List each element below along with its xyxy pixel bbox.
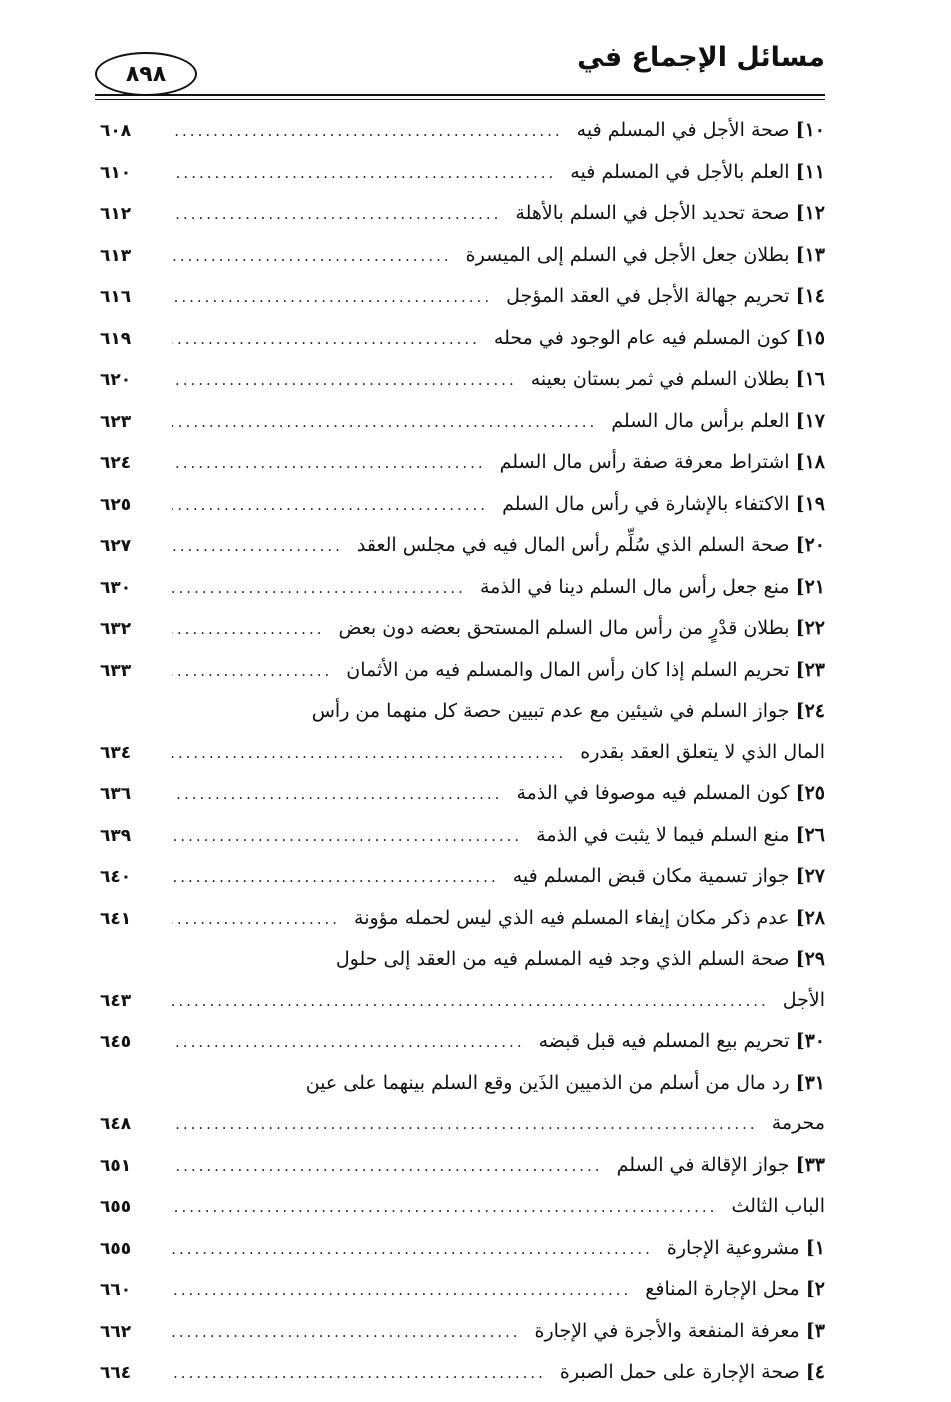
dot-leader [172, 402, 597, 443]
toc-entry-line [100, 650, 825, 692]
toc-entry [100, 773, 825, 815]
toc-entry-text [617, 1145, 825, 1186]
toc-entry-title: عدم ذكر مكان إيفاء المسلم فيه الذي ليس لحمله مؤونة [354, 906, 790, 929]
toc-entry-number: ٢٢] [795, 617, 825, 639]
toc-entry-line [100, 1228, 825, 1270]
toc-entry-page: ٦٦٢ [100, 1321, 132, 1342]
toc-entry-number: ١٧] [795, 409, 825, 432]
toc-entry-number: ٢٩] [795, 948, 825, 970]
dot-leader [172, 1229, 653, 1270]
toc-entry-number: ١] [805, 1236, 825, 1259]
toc-entry [100, 939, 825, 1021]
toc-entry-line [100, 1186, 825, 1228]
toc-entry-text [611, 401, 825, 442]
toc-entry-first-line [100, 1063, 825, 1104]
toc-entry [100, 1311, 825, 1353]
toc-entry-text [466, 235, 825, 276]
toc-entry-text [513, 856, 825, 897]
toc-entry-text [500, 442, 825, 483]
toc-entry-number: ١٢] [795, 202, 825, 224]
toc-entry-line [100, 401, 825, 443]
toc-entry-text [357, 525, 825, 566]
toc-entry-title: الباب الثالث [731, 1195, 825, 1217]
toc-entry-number: ٢] [805, 1278, 825, 1300]
toc-entry-line [100, 276, 825, 318]
toc-entry-continuation: المال الذي لا يتعلق العقد بقدره [580, 740, 825, 763]
toc-entry [100, 1021, 825, 1063]
toc-entry-text [783, 980, 825, 1021]
dot-leader [172, 1022, 525, 1063]
toc-entry-number: ١٣] [795, 243, 825, 266]
toc-entry-page: ٦٣٦ [100, 784, 132, 804]
toc-entry-line [100, 856, 825, 898]
toc-entry-title: معرفة المنفعة والأجرة في الإجارة [534, 1319, 800, 1342]
toc-entry-title: تحريم السلم إذا كان رأس المال والمسلم فيه من الأثمان [346, 658, 790, 681]
dot-leader [172, 1104, 758, 1145]
toc-entry-page: ٦٢٧ [100, 536, 132, 556]
toc-entry-continuation: محرمة [771, 1112, 825, 1134]
toc-entry-text [506, 276, 825, 317]
toc-entry-text [516, 773, 825, 814]
page-header [95, 40, 825, 110]
toc-entry-title: جواز السلم في شيئين مع عدم تبيين حصة كل منهما من رأس [311, 700, 790, 722]
dot-leader [172, 1312, 521, 1353]
toc-entry [100, 898, 825, 940]
toc-entry-title: مشروعية الإجارة [666, 1236, 800, 1259]
toc-entry-title: جواز تسمية مكان قبض المسلم فيه [512, 865, 790, 887]
toc-entry-page: ٦٢٤ [100, 453, 132, 473]
toc-entry-line [100, 815, 825, 857]
toc-entry [100, 856, 825, 898]
toc-entry-line [100, 1311, 825, 1353]
toc-entry-page: ٦٢٣ [100, 411, 132, 432]
header-rule-thin [95, 99, 825, 100]
toc-entry-title: صحة تحديد الأجل في السلم بالأهلة [515, 202, 790, 224]
toc-entry-line [100, 235, 825, 277]
toc-entry-number: ١٩] [795, 492, 825, 515]
table-of-contents [100, 110, 825, 1394]
toc-entry-title: بطلان قدْرٍ من رأس مال السلم المستحق بعضه دون بعض [338, 617, 790, 639]
toc-entry-first-line [100, 939, 825, 980]
toc-entry-title: بطلان السلم في ثمر بستان بعينه [530, 368, 790, 390]
toc-entry-text [535, 1311, 825, 1352]
toc-entry-page: ٦٣٣ [100, 660, 132, 681]
toc-entry-text [354, 898, 825, 939]
toc-entry [100, 1145, 825, 1187]
toc-entry-page: ٦٢٠ [100, 370, 132, 390]
dot-leader [172, 236, 452, 277]
toc-entry-page: ٦٣٠ [100, 577, 132, 598]
toc-entry [100, 235, 825, 277]
toc-entry-title: الاكتفاء بالإشارة في رأس مال السلم [502, 492, 790, 515]
toc-entry-page: ٦٥١ [100, 1155, 132, 1176]
dot-leader [172, 194, 501, 235]
toc-entry-page: ٦٣٩ [100, 825, 132, 846]
toc-entry-page: ٦٤٣ [100, 990, 132, 1011]
toc-entry-number: ١١] [795, 160, 825, 183]
toc-entry-page: ٦١٠ [100, 162, 132, 183]
page-number: ٨٩٨ [95, 52, 197, 96]
toc-entry [100, 193, 825, 235]
toc-entry-text [560, 1352, 825, 1393]
toc-entry-page: ٦١٩ [100, 328, 132, 349]
dot-leader [172, 981, 769, 1022]
toc-entry-title: محل الإجارة المنافع [645, 1278, 800, 1300]
dot-leader [172, 1187, 717, 1228]
toc-entry-page: ٦٤١ [100, 908, 132, 929]
toc-entry-number: ٢٧] [795, 865, 825, 887]
toc-entry-title: تحريم بيع المسلم فيه قبل قبضه [538, 1030, 790, 1052]
toc-entry-page: ٦٣٢ [100, 619, 132, 639]
toc-entry-line [100, 1145, 825, 1187]
toc-entry-page: ٦٤٠ [100, 867, 132, 887]
dot-leader [172, 111, 563, 152]
toc-entry-page: ٦٥٥ [100, 1197, 132, 1217]
toc-entry-page: ٦١٦ [100, 287, 132, 307]
toc-entry-page: ٦٠٨ [100, 121, 132, 141]
toc-entry-number: ١٤] [795, 285, 825, 307]
toc-entry-line [100, 359, 825, 401]
dot-leader [172, 568, 466, 609]
toc-entry-number: ٢٠] [795, 534, 825, 556]
toc-entry-title: منع جعل رأس مال السلم دينا في الذمة [479, 575, 790, 598]
toc-entry-text [667, 1228, 825, 1269]
toc-entry-title: رد مال من أسلم من الذميين الذَين وقع السلم بينهما على عين [305, 1071, 790, 1094]
dot-leader [172, 774, 502, 815]
toc-entry [100, 525, 825, 567]
dot-leader [172, 733, 566, 774]
toc-entry-page: ٦١٢ [100, 204, 132, 224]
toc-entry-number: ٢٦] [795, 823, 825, 846]
header-rule [95, 94, 825, 96]
toc-entry-line [100, 608, 825, 650]
toc-entry-line [100, 1021, 825, 1063]
toc-entry-text [772, 1103, 825, 1144]
toc-entry-title: منع السلم فيما لا يثبت في الذمة [536, 823, 790, 846]
toc-entry [100, 608, 825, 650]
toc-entry-title: صحة السلم الذي وجد فيه المسلم فيه من العقد إلى حلول [335, 948, 790, 970]
toc-entry [100, 318, 825, 360]
toc-entry-first-line [100, 691, 825, 732]
toc-entry-line [100, 152, 825, 194]
toc-entry-line [100, 110, 825, 152]
dot-leader [172, 153, 556, 194]
toc-entry-page: ٦٤٥ [100, 1032, 132, 1052]
toc-entry [100, 1269, 825, 1311]
dot-leader [172, 485, 488, 526]
toc-entry-line [100, 484, 825, 526]
dot-leader [172, 360, 517, 401]
toc-entry-title: صحة الأجل في المسلم فيه [576, 119, 790, 141]
toc-entry-title: اشتراط معرفة صفة رأس مال السلم [499, 451, 790, 473]
toc-entry-number: ٢٤] [795, 700, 825, 722]
toc-entry-line [100, 525, 825, 567]
toc-entry-line [100, 732, 825, 774]
dot-leader [172, 609, 324, 650]
toc-entry-text [645, 1269, 825, 1310]
toc-entry [100, 650, 825, 692]
dot-leader [172, 277, 492, 318]
toc-entry-line [100, 1103, 825, 1145]
toc-entry [100, 1228, 825, 1270]
toc-entry-line [100, 193, 825, 235]
toc-entry-number: ٤] [805, 1361, 825, 1383]
toc-entry [100, 691, 825, 773]
toc-entry-text [580, 732, 825, 773]
toc-entry [100, 1352, 825, 1394]
toc-entry [100, 815, 825, 857]
dot-leader [172, 651, 332, 692]
toc-entry [100, 1186, 825, 1228]
toc-entry-number: ٢٣] [795, 658, 825, 681]
toc-entry [100, 484, 825, 526]
toc-entry-page: ٦١٣ [100, 245, 132, 266]
toc-entry-text [570, 152, 825, 193]
toc-entry-text [346, 650, 825, 691]
dot-leader [172, 526, 343, 567]
toc-entry-title: تحريم جهالة الأجل في العقد المؤجل [506, 285, 790, 307]
toc-entry-text [536, 815, 825, 856]
toc-entry-title: صحة السلم الذي سُلِّم رأس المال فيه في مجلس العقد [356, 534, 790, 556]
toc-entry [100, 359, 825, 401]
dot-leader [172, 1146, 603, 1187]
toc-entry-text [577, 110, 825, 151]
dot-leader [172, 1353, 546, 1394]
toc-entry-number: ١٠] [795, 119, 825, 141]
toc-entry-text [338, 608, 825, 649]
toc-entry [100, 401, 825, 443]
dot-leader [172, 816, 522, 857]
toc-entry-page: ٦٦٠ [100, 1280, 132, 1300]
running-title: مسائل الإجماع في [577, 42, 825, 73]
toc-entry-number: ٣٣] [795, 1153, 825, 1176]
toc-entry-text [502, 484, 825, 525]
toc-entry [100, 567, 825, 609]
toc-entry-text [539, 1021, 825, 1062]
toc-entry-line [100, 318, 825, 360]
toc-entry-number: ٣] [805, 1319, 825, 1342]
toc-entry-text [480, 567, 825, 608]
toc-entry-title: كون المسلم فيه عام الوجود في محله [493, 326, 790, 349]
toc-entry-line [100, 980, 825, 1022]
toc-entry-page: ٦٢٥ [100, 494, 132, 515]
toc-entry-page: ٦٤٨ [100, 1114, 132, 1134]
toc-entry [100, 1063, 825, 1145]
toc-entry-text [494, 318, 825, 359]
toc-entry-title: جواز الإقالة في السلم [616, 1153, 790, 1176]
toc-entry [100, 152, 825, 194]
toc-entry-number: ٢٥] [795, 782, 825, 804]
toc-entry-number: ١٨] [795, 451, 825, 473]
toc-entry-title: صحة الإجارة على حمل الصبرة [559, 1361, 800, 1383]
toc-entry-line [100, 567, 825, 609]
toc-entry-title: كون المسلم فيه موصوفا في الذمة [516, 782, 790, 804]
toc-entry-page: ٦٥٥ [100, 1238, 132, 1259]
toc-entry-page: ٦٣٤ [100, 742, 132, 763]
toc-entry-page: ٦٦٤ [100, 1363, 132, 1383]
toc-entry-number: ٣١] [795, 1071, 825, 1094]
toc-entry-text [515, 193, 825, 234]
dot-leader [172, 1270, 631, 1311]
toc-entry-text [731, 1186, 825, 1227]
toc-entry [100, 276, 825, 318]
dot-leader [172, 443, 486, 484]
toc-entry-number: ٢٨] [795, 906, 825, 929]
toc-entry-line [100, 898, 825, 940]
toc-entry-continuation: الأجل [782, 988, 825, 1011]
toc-entry-number: ١٦] [795, 368, 825, 390]
toc-entry-title: العلم برأس مال السلم [611, 409, 790, 432]
toc-entry-line [100, 1352, 825, 1394]
toc-entry-title: بطلان جعل الأجل في السلم إلى الميسرة [465, 243, 790, 266]
toc-entry-line [100, 1269, 825, 1311]
toc-entry [100, 110, 825, 152]
toc-entry-text [531, 359, 825, 400]
toc-entry-title: العلم بالأجل في المسلم فيه [570, 160, 790, 183]
dot-leader [172, 899, 340, 940]
dot-leader [172, 857, 499, 898]
toc-entry-line [100, 442, 825, 484]
toc-entry-number: ٣٠] [795, 1030, 825, 1052]
toc-entry [100, 442, 825, 484]
toc-entry-number: ٢١] [795, 575, 825, 598]
dot-leader [172, 319, 480, 360]
toc-entry-number: ١٥] [795, 326, 825, 349]
toc-entry-line [100, 773, 825, 815]
